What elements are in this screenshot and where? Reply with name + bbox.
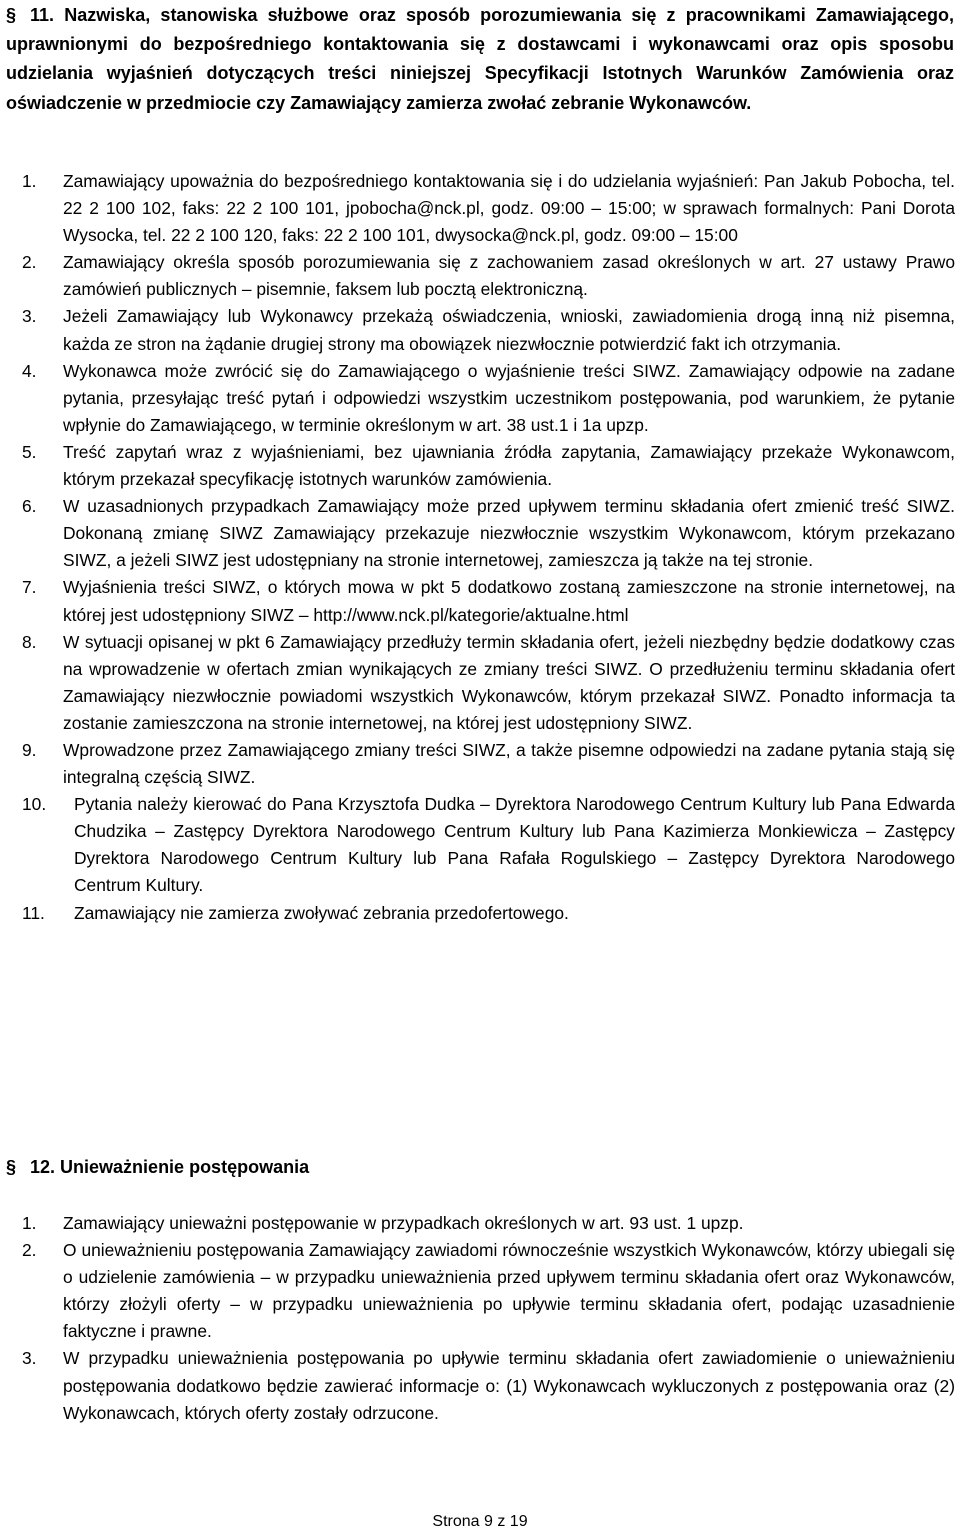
item-number: 2. — [22, 252, 37, 273]
item-text: Zamawiający upoważnia do bezpośredniego kontaktowania się i do udzielania wyjaśnień: Pan Jakub Pobocha, tel. 22 2 100 102, faks: 22 2 100 101, jpobocha@nck.pl, godz. 09:00 – 15:00; w sprawach formalnych: Pani Dorota Wysocka, tel. 22 2 100 120, faks: 22 2 100 101, dwysocka@nck.pl, godz. 09:00 – 15:00 — [63, 171, 955, 246]
list-item — [22, 1237, 955, 1345]
section-12-title: 12. Unieważnienie postępowania — [30, 1157, 310, 1177]
list-item — [22, 1210, 955, 1237]
list-item — [22, 1345, 955, 1426]
list-item — [22, 439, 955, 493]
item-number: 10. — [22, 794, 47, 815]
item-number: 6. — [22, 496, 37, 517]
item-text: W uzasadnionych przypadkach Zamawiający może przed upływem terminu składania ofert zmienić treść SIWZ. Dokonaną zmianę SIWZ Zamawiający przekazuje niezwłocznie wszystkim Wykonawcom, którym przekazano SIWZ, a jeżeli SIWZ jest udostępniany na stronie internetowej, zamieszcza ją także na tej stronie. — [63, 496, 955, 571]
item-number: 9. — [22, 739, 37, 760]
section-11-heading — [6, 1, 954, 118]
item-number: 3. — [22, 1348, 37, 1369]
list-item — [22, 493, 955, 574]
item-text: Zamawiający określa sposób porozumiewania się z zachowaniem zasad określonych w art. 27 ustawy Prawo zamówień publicznych – pisemnie, faksem lub pocztą elektroniczną. — [63, 252, 955, 300]
item-number: 5. — [22, 441, 37, 462]
list-item — [22, 358, 955, 439]
item-number: 2. — [22, 1240, 37, 1261]
item-text: W przypadku unieważnienia postępowania po upływie terminu składania ofert zawiadomienie o unieważnieniu postępowania dodatkowo będzie zawierać informacje o: (1) Wykonawcach wykluczonych z postępowania oraz (2) Wykonawcach, których oferty zostały odrzucone. — [63, 1348, 955, 1423]
section-11-title: 11. Nazwiska, stanowiska służbowe oraz sposób porozumiewania się z pracownikami Zamawiającego, uprawnionymi do bezpośredniego kontaktowania się z dostawcami i wykonawcami oraz opis sposobu udzielania wyjaśnień dotyczących treści niniejszej Specyfikacji Istotnych Warunków Zamówienia oraz oświadczenie w przedmiocie czy Zamawiający zamierza zwołać zebranie Wykonawców. — [6, 5, 954, 113]
list-item — [22, 900, 955, 927]
item-text: Zamawiający nie zamierza zwoływać zebrania przedofertowego. — [74, 902, 569, 923]
list-item — [22, 303, 955, 357]
section-11-list — [22, 168, 955, 927]
item-number: 7. — [22, 577, 37, 598]
section-sign: § — [6, 5, 17, 25]
item-text: Treść zapytań wraz z wyjaśnieniami, bez ujawniania źródła zapytania, Zamawiający przekaże Wykonawcom, którym przekazał specyfikację istotnych warunków zamówienia. — [63, 441, 955, 490]
section-12-heading — [6, 1153, 606, 1182]
item-text: Wyjaśnienia treści SIWZ, o których mowa w pkt 5 dodatkowo zostaną zamieszczone na stronie internetowej, na której jest udostępniony SIWZ – http://www.nck.pl/kategorie/aktualne.html — [63, 577, 955, 625]
item-number: 3. — [22, 306, 37, 327]
item-text: W sytuacji opisanej w pkt 6 Zamawiający przedłuży termin składania ofert, jeżeli niezbędny będzie dodatkowy czas na wprowadzenie w ofertach zmian wynikających ze zmiany treści SIWZ. O przedłużeniu terminu składania ofert Zamawiający niezwłocznie powiadomi wszystkich Wykonawców, którym przekazał SIWZ. Ponadto informacja ta zostanie zamieszczona na stronie internetowej, na której jest udostępniony SIWZ. — [63, 631, 955, 733]
item-text: Zamawiający unieważni postępowanie w przypadkach określonych w art. 93 ust. 1 upzp. — [63, 1213, 744, 1233]
section-12-list — [22, 1210, 955, 1427]
footer-label: Strona — [432, 1513, 480, 1530]
section-sign: § — [6, 1157, 17, 1177]
list-item — [22, 737, 955, 791]
item-number: 1. — [22, 171, 37, 191]
page-footer — [0, 1512, 960, 1532]
item-number: 1. — [22, 1213, 37, 1233]
list-item — [22, 574, 955, 628]
list-item — [22, 168, 955, 249]
footer-page-total: 19 — [509, 1513, 528, 1530]
item-text: Pytania należy kierować do Pana Krzysztofa Dudka – Dyrektora Narodowego Centrum Kultury lub Pana Edwarda Chudzika – Zastępcy Dyrektora Narodowego Centrum Kultury lub Pana Kazimierza Monkiewicza – Zastępcy Dyrektora Narodowego Centrum Kultury lub Pana Rafała Rogulskiego – Zastępcy Dyrektora Narodowego Centrum Kultury. — [74, 794, 955, 896]
list-item — [22, 249, 955, 303]
item-text: Wprowadzone przez Zamawiającego zmiany treści SIWZ, a także pisemne odpowiedzi na zadane pytania stają się integralną częścią SIWZ. — [63, 739, 955, 788]
item-text: Jeżeli Zamawiający lub Wykonawcy przekażą oświadczenia, wnioski, zawiadomienia drogą inną niż pisemna, każda ze stron na żądanie drugiej strony ma obowiązek niezwłocznie potwierdzić fakt ich otrzymania. — [63, 306, 955, 354]
list-item — [22, 791, 955, 899]
item-number: 4. — [22, 360, 37, 381]
item-number: 11. — [22, 902, 45, 923]
item-text: O unieważnieniu postępowania Zamawiający zawiadomi równocześnie wszystkich Wykonawców, którzy ubiegali się o udzielenie zamówienia – w przypadku unieważnienia przed upływem terminu składania ofert oraz Wykonawców, którzy złożyli oferty – w przypadku unieważnienia po upływie terminu składania ofert, podając uzasadnienie faktyczne i prawne. — [63, 1240, 955, 1342]
footer-separator: z — [497, 1513, 506, 1530]
footer-page-number: 9 — [483, 1513, 493, 1530]
list-item — [22, 629, 955, 737]
item-text: Wykonawca może zwrócić się do Zamawiającego o wyjaśnienie treści SIWZ. Zamawiający odpowie na zadane pytania, przesyłając treść pytań i odpowiedzi wszystkim uczestnikom postępowania, pod warunkiem, że pytanie wpłynie do Zamawiającego, w terminie określonym w art. 38 ust.1 i 1a upzp. — [63, 360, 955, 435]
item-number: 8. — [22, 631, 37, 652]
